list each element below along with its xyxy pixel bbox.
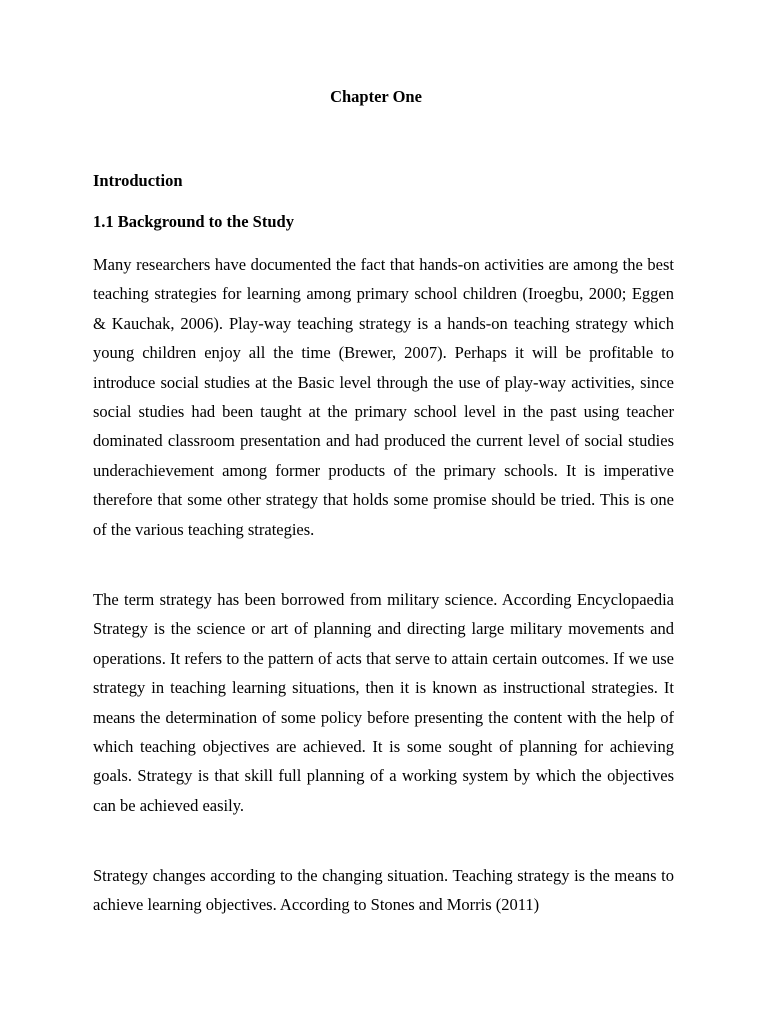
- chapter-title: Chapter One: [330, 87, 422, 106]
- subsection-heading: 1.1 Background to the Study: [93, 212, 294, 231]
- body-paragraph: Many researchers have documented the fact that hands-on activities are among the best teaching strategies for learning among primary school children (Iroegbu, 2000; Eggen & Kauchak, 2006). Play-way teaching strategy is a hands-on teaching strategy which young children enjoy all the time (Brewer, 2007). Perhaps it will be profitable to introduce social studies at the Basic level through the use of play-way activities, since social studies had been taught at the primary school level in the past using teacher dominated classroom presentation and had produced the current level of social studies underachievement among former products of the primary schools. It is imperative therefore that some other strategy that holds some promise should be tried. This is one of the various teaching strategies.: [93, 255, 674, 539]
- body-paragraph: Strategy changes according to the changing situation. Teaching strategy is the means to achieve learning objectives. According to Stones and Morris (2011): [93, 866, 674, 915]
- body-paragraph: The term strategy has been borrowed from military science. According Encyclopaedia Strategy is the science or art of planning and directing large military movements and operations. It refers to the pattern of acts that serve to attain certain outcomes. If we use strategy in teaching learning situations, then it is known as instructional strategies. It means the determination of some policy before presenting the content with the help of which teaching objectives are achieved. It is some sought of planning for achieving goals. Strategy is that skill full planning of a working system by which the objectives can be achieved easily.: [93, 590, 674, 815]
- section-heading: Introduction: [93, 171, 183, 190]
